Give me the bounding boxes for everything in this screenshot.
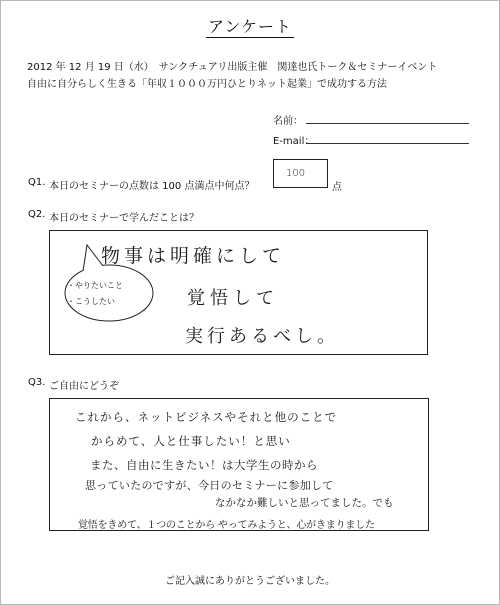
q2-bubble-line-1: ・やりたいこと bbox=[67, 281, 123, 290]
q3-answer-line-2: からめて、人と仕事したい！と思い bbox=[91, 434, 291, 448]
q2-answer-line-1: 物事は明確にして bbox=[101, 245, 286, 267]
page-title bbox=[1, 14, 499, 37]
q3-answer-line-6: 覚悟をきめて、１つのことから やってみようと、心がきまりました bbox=[78, 520, 375, 531]
q2-question: 本日のセミナーで学んだことは？ bbox=[49, 213, 199, 224]
q3-question: ご自由にどうぞ bbox=[49, 381, 119, 392]
q1-label: Q1. bbox=[28, 177, 46, 188]
q3-answer-line-4: 思っていたのですが、今日のセミナーに参加して bbox=[85, 479, 334, 492]
topic-line: 自由に自分らしく生きる「年収１０００万円ひとりネット起業」で成功する方法 bbox=[27, 79, 387, 90]
q2-answer-line-2: 覚悟して bbox=[187, 288, 279, 309]
name-field[interactable] bbox=[306, 123, 469, 124]
name-label: 名前： bbox=[273, 116, 303, 127]
event-line: 2012 年 12 月 19 日（水） サンクチュアリ出版主催 関達也氏トーク＆セミナーイベント bbox=[27, 62, 438, 73]
email-field[interactable] bbox=[306, 143, 469, 144]
q1-unit: 点 bbox=[332, 182, 342, 193]
q3-label: Q3. bbox=[28, 377, 46, 388]
q2-answer-line-3: 実行あるべし。 bbox=[185, 326, 339, 347]
q3-answer-line-5: なかなか難しいと思ってました。でも bbox=[215, 497, 394, 509]
q3-answer-line-1: これから、ネットビジネスやそれと他のことで bbox=[75, 410, 338, 424]
q1-question: 本日のセミナーの点数は 100 点満点中何点？ bbox=[49, 181, 255, 192]
q2-bubble-line-2: ・こうしたい bbox=[67, 297, 115, 306]
q3-answer-line-3: また、自由に生きたい！は大学生の時から bbox=[90, 458, 318, 472]
q1-score-value: 100 bbox=[286, 168, 306, 179]
thanks-message: ご記入誠にありがとうございました。 bbox=[165, 576, 335, 587]
email-label: E-mail： bbox=[273, 136, 315, 147]
page-title-text: アンケート bbox=[207, 17, 293, 36]
q2-label: Q2. bbox=[28, 209, 46, 220]
